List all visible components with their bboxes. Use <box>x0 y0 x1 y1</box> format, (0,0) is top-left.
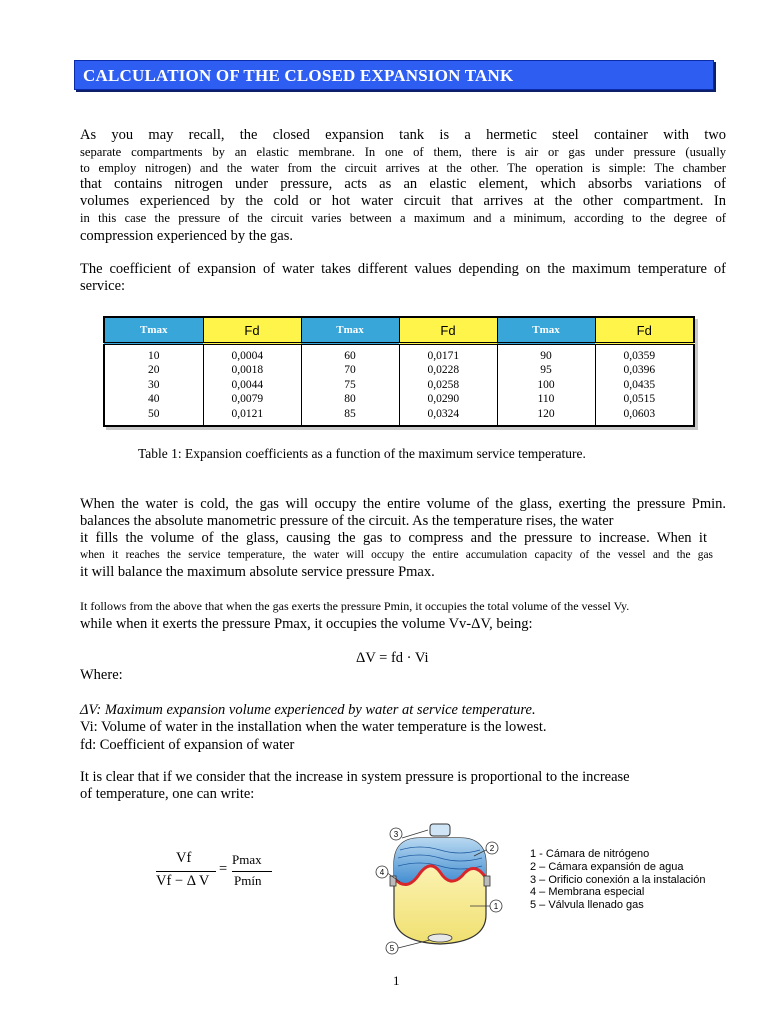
table-cell: 0,0121 <box>231 407 264 420</box>
table-column-fd <box>595 344 694 427</box>
table-cell: 0,0396 <box>623 364 656 377</box>
coef-line-1: The coefficient of expansion of water takes different values depending on the maximum temperature of <box>80 261 726 277</box>
clear-line-2: of temperature, one can write: <box>80 786 255 802</box>
table-cell: 70 <box>344 364 356 377</box>
table-cell: 0,0603 <box>623 407 656 420</box>
table-cell: 0,0435 <box>623 378 656 391</box>
table-cell: 95 <box>540 364 552 377</box>
table-column-fd <box>399 344 497 427</box>
legend-item: 3 – Orificio conexión a la instalación <box>530 873 706 886</box>
table-cell: 50 <box>148 407 160 420</box>
table-cell: 0,0018 <box>231 364 264 377</box>
callout-5: 5 <box>389 944 395 953</box>
table-cell: 0,0324 <box>427 407 460 420</box>
table-header-tmax: Tmax <box>104 317 203 344</box>
table-cell: 90 <box>540 350 552 362</box>
legend-item: 5 – Válvula llenado gas <box>530 899 644 912</box>
table-cell: 100 <box>537 378 555 391</box>
cold-line-3: it fills the volume of the glass, causing the gas to compress and the pressure to increase. When it <box>80 530 707 546</box>
table-cell: 0,0004 <box>231 350 264 362</box>
definition-vi: Vi: Volume of water in the installation when the water temperature is the lowest. <box>80 719 547 735</box>
formula-left-bar <box>156 871 216 872</box>
table-caption: Table 1: Expansion coefficients as a function of the maximum service temperature. <box>138 446 586 461</box>
table-header-tmax: Tmax <box>497 317 595 344</box>
where-label: Where: <box>80 667 123 683</box>
table-cell: 85 <box>344 407 356 420</box>
intro-line-2: separate compartments by an elastic membrane. In one of them, there is air or gas under pressure (usually <box>80 145 726 159</box>
table-cell: 0,0171 <box>427 350 460 362</box>
page-number: 1 <box>393 973 400 988</box>
formula-right-denominator: Pmín <box>234 873 262 888</box>
intro-line-5: volumes experienced by the cold or hot water circuit that arrives at the other compartment. In <box>80 193 726 209</box>
formula-equals: = <box>219 861 228 877</box>
formula-right-bar <box>232 871 272 872</box>
legend-item: 1 - Cámara de nitrógeno <box>530 848 650 860</box>
table-cell: 0,0359 <box>623 350 656 362</box>
table-cell: 0,0258 <box>427 378 460 391</box>
table-cell: 120 <box>537 407 555 420</box>
expansion-tank-illustration <box>370 820 520 955</box>
table-cell: 0,0079 <box>231 393 264 406</box>
table-cell: 60 <box>344 350 356 362</box>
table-column-tmax <box>497 344 595 427</box>
table-row <box>104 344 694 427</box>
table-cell: 30 <box>148 378 160 391</box>
clear-line-1: It is clear that if we consider that the increase in system pressure is proportional to the increase <box>80 769 630 785</box>
table-header-fd: Fd <box>399 317 497 344</box>
expansion-tank-diagram <box>370 820 520 960</box>
pressure-volume-formula <box>156 850 276 890</box>
table-column-fd <box>203 344 301 427</box>
callout-4: 4 <box>379 868 385 877</box>
table-header-row <box>104 317 694 344</box>
table-header-fd: Fd <box>595 317 694 344</box>
table-cell: 10 <box>148 350 160 362</box>
table-cell: 0,0290 <box>427 393 460 406</box>
intro-line-1: As you may recall, the closed expansion tank is a hermetic steel container with two <box>80 127 726 143</box>
table-cell: 75 <box>344 378 356 391</box>
intro-line-4: that contains nitrogen under pressure, acts as an elastic element, which absorbs variations of <box>80 176 726 192</box>
cold-line-5: it will balance the maximum absolute service pressure Pmax. <box>80 564 435 580</box>
callout-1: 1 <box>493 902 499 911</box>
expansion-equation: ΔV = fd · Vi <box>356 650 429 666</box>
cold-line-4: when it reaches the service temperature, the water will occupy the entire accumulation capacity of the vessel and the gas <box>80 549 713 561</box>
callout-2: 2 <box>489 844 495 853</box>
title-banner <box>74 60 714 90</box>
expansion-coefficient-table <box>103 316 695 427</box>
table-header-fd: Fd <box>203 317 301 344</box>
legend-item: 2 – Cámara expansión de agua <box>530 860 684 873</box>
formula-left-numerator: Vf <box>176 850 192 866</box>
intro-line-3: to employ nitrogen) and the water from the circuit arrives at the other. The operation is simple: The chamber <box>80 161 726 175</box>
table-cell: 0,0515 <box>623 393 656 406</box>
formula-left-denominator: Vf − Δ V <box>156 873 210 889</box>
callout-3: 3 <box>393 830 399 839</box>
tank-legend <box>530 848 705 912</box>
definition-fd: fd: Coefficient of expansion of water <box>80 737 295 753</box>
table-cell: 110 <box>537 393 555 406</box>
table-cell: 0,0044 <box>231 378 264 391</box>
page-title: CALCULATION OF THE CLOSED EXPANSION TANK <box>83 66 514 85</box>
table-column-tmax <box>104 344 203 427</box>
cold-line-2: balances the absolute manometric pressure of the circuit. As the temperature rises, the water <box>80 513 614 529</box>
follows-line-1: It follows from the above that when the gas exerts the pressure Pmin, it occupies the total volume of the vessel Vy. <box>80 599 630 613</box>
table-cell: 80 <box>344 393 356 406</box>
table-header-tmax: Tmax <box>301 317 399 344</box>
table-column-tmax <box>301 344 399 427</box>
definition-delta-v: ΔV: Maximum expansion volume experienced by water at service temperature. <box>80 702 536 718</box>
coef-line-2: service: <box>80 278 126 294</box>
legend-item: 4 – Membrana especial <box>530 886 645 899</box>
intro-line-6: in this case the pressure of the circuit varies between a maximum and a minimum, according to the degree of <box>80 211 726 225</box>
table-cell: 0,0228 <box>427 364 460 377</box>
intro-line-7: compression experienced by the gas. <box>80 228 293 244</box>
cold-line-1: When the water is cold, the gas will occupy the entire volume of the glass, exerting the pressure Pmin. <box>80 496 726 512</box>
follows-line-2: while when it exerts the pressure Pmax, it occupies the volume Vv-ΔV, being: <box>80 616 533 632</box>
table-cell: 20 <box>148 364 160 377</box>
table-cell: 40 <box>148 393 160 406</box>
formula-right-numerator: Pmax <box>232 852 262 867</box>
